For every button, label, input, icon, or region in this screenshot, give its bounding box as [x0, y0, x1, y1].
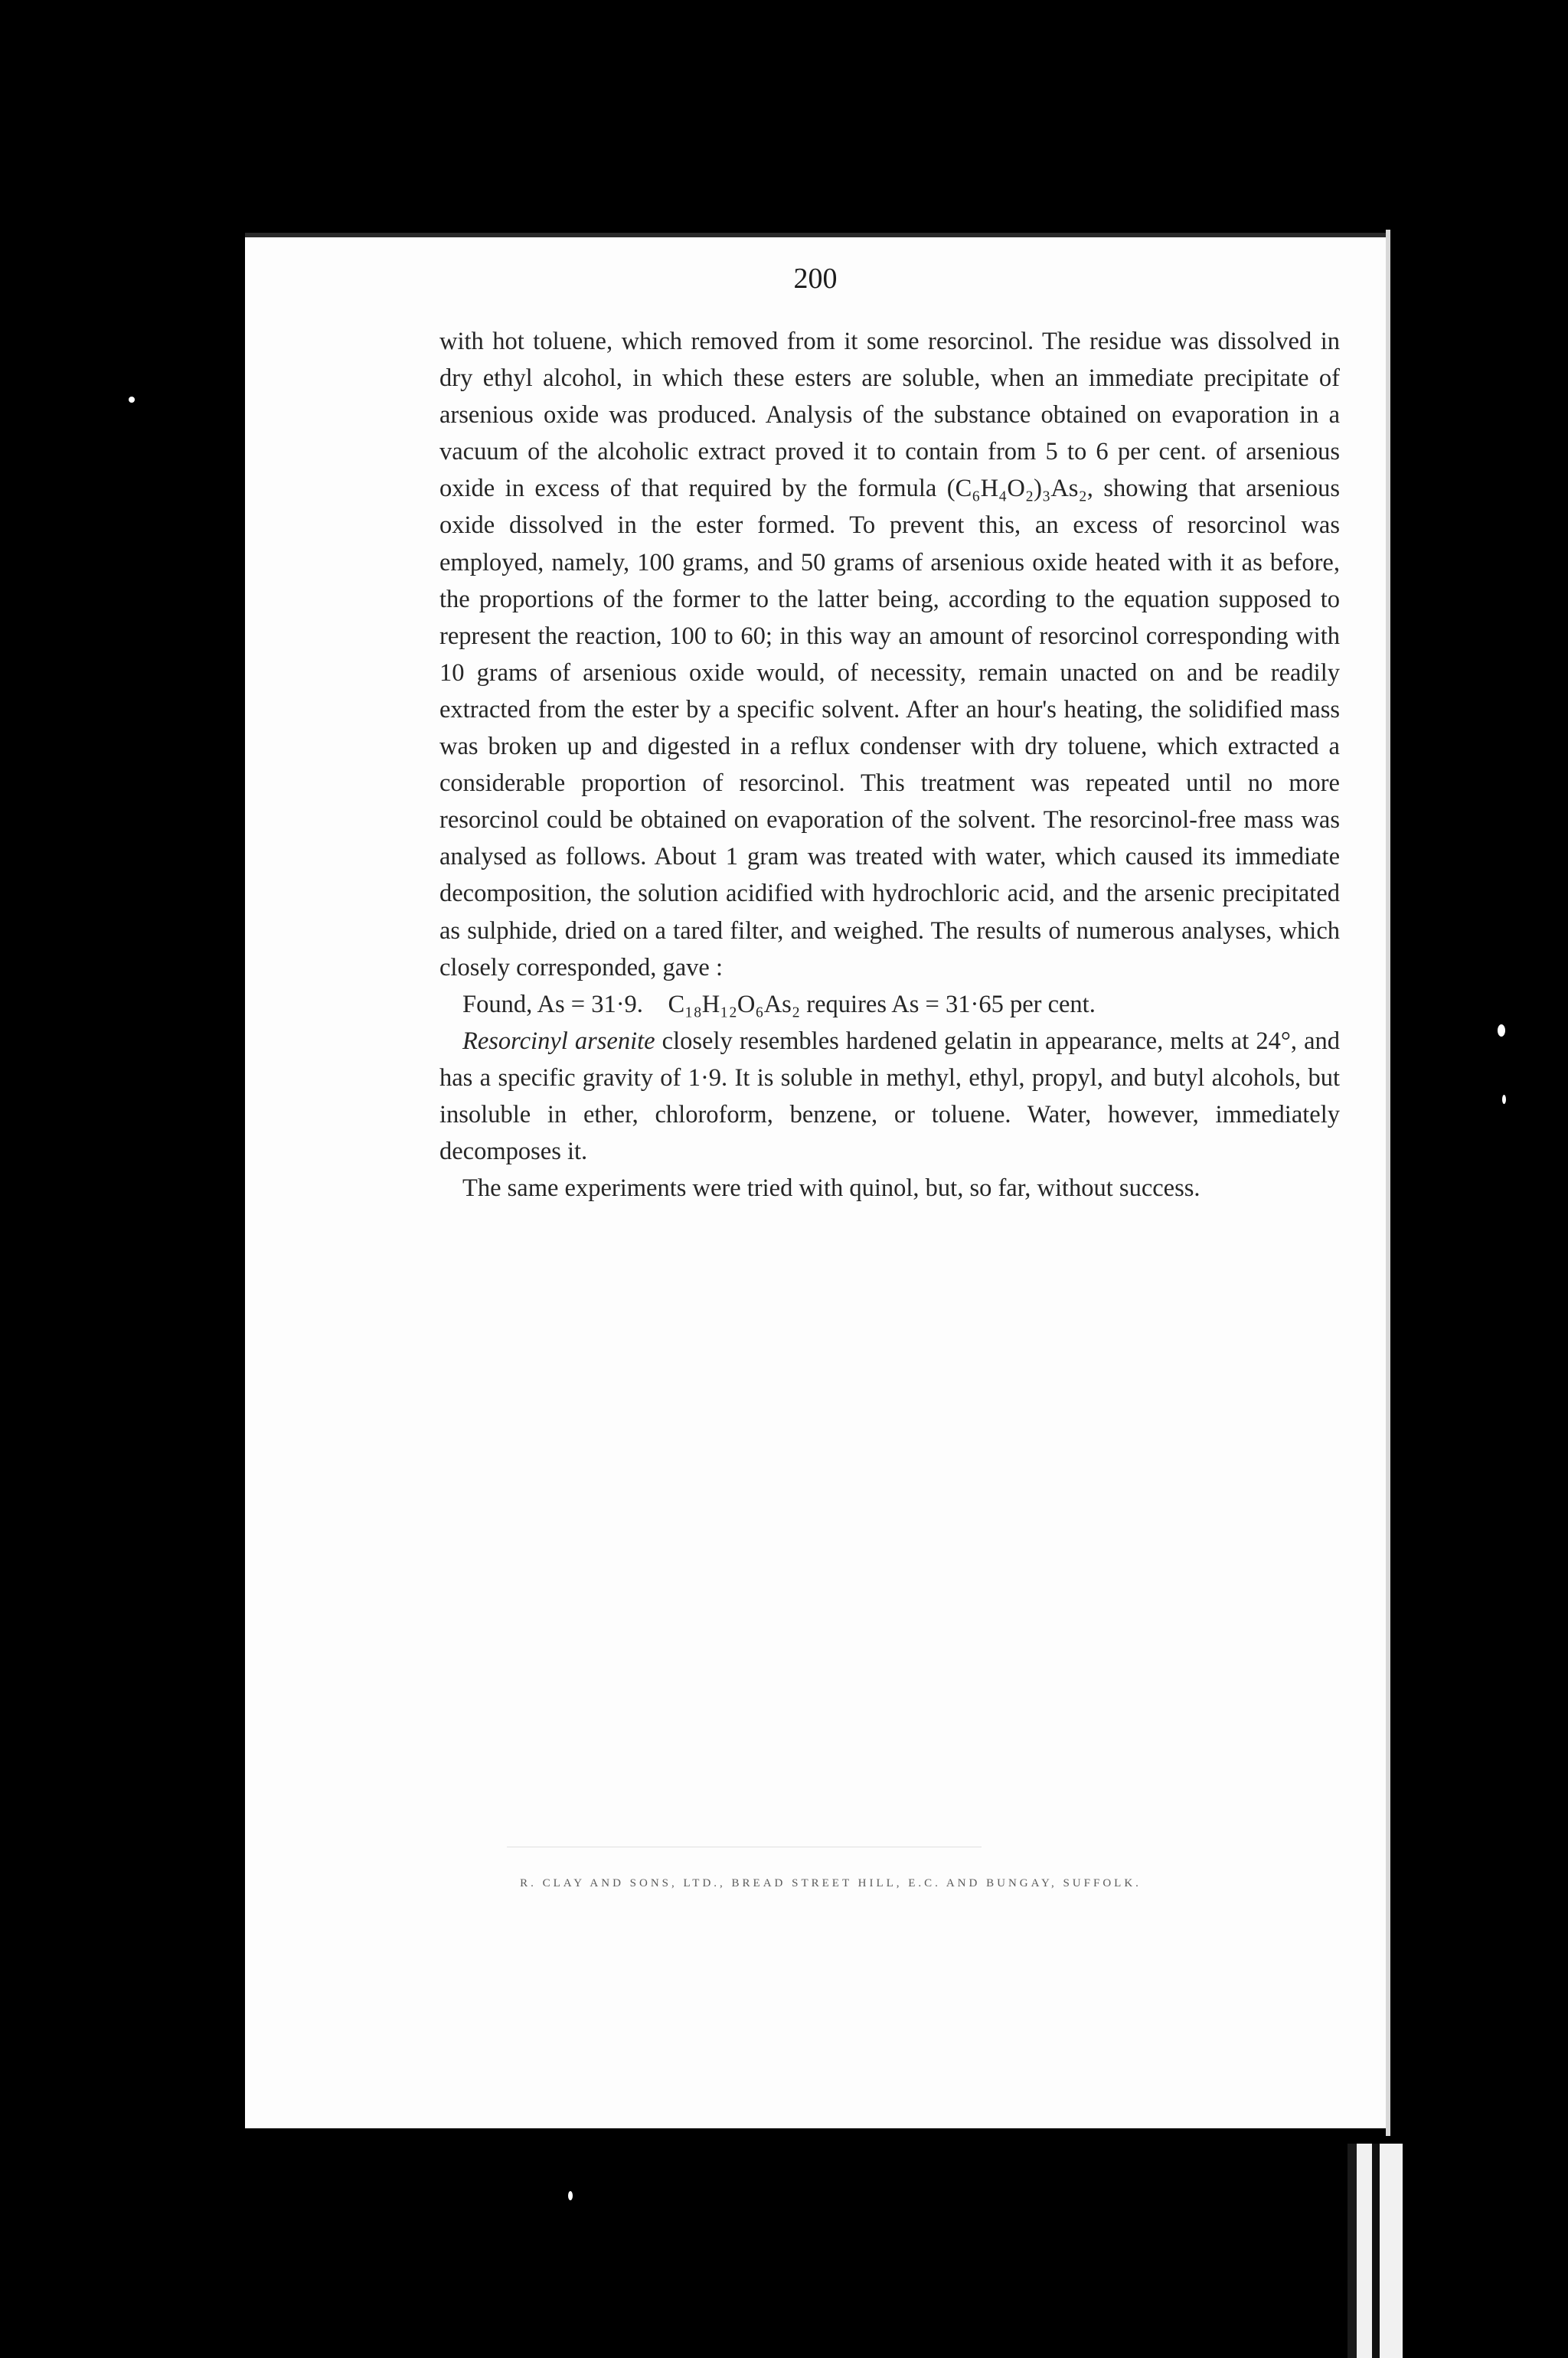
book-page [245, 233, 1386, 2128]
paragraph-method [439, 323, 1340, 986]
analysis-result [439, 986, 1340, 1023]
dust-speck [1502, 1095, 1506, 1104]
compound-name: Resorcinyl arsenite [462, 1027, 655, 1055]
ester-formula: (C₆H₄O₂)₃As₂ [946, 475, 1087, 503]
dust-speck [129, 397, 135, 403]
paragraph-conclusion [439, 1170, 1340, 1207]
page-edge-shadow [1386, 230, 1390, 2136]
dust-speck [568, 2191, 573, 2200]
dust-speck [1498, 1024, 1505, 1037]
paragraph-method-text-end: , showing that arsenious oxide dissolved in the ester formed. To prevent this, an excess of resorcinol was employed, namely, 100 grams, and 50 grams of arsenious oxide heated with it as before, the proportions of the former to the latter being, according to the equation supposed to represent the reaction, 100 to 60; in this way an amount of resorcinol corresponding with 10 grams of arsenious oxide would, of necessity, remain unacted on and be readily extracted from the ester by a specific solvent. After an hour's heating, the solidified mass was broken up and digested in a reflux condenser with dry toluene, which extracted a considerable proportion of resorcinol. This treatment was repeated until no more resorcinol could be obtained on evaporation of the solvent. The resorcinol-free mass was analysed as follows. About 1 gram was treated with water, which caused its immediate decomposition, the solution acidified with hydrochloric acid, and the arsenic precipitated as sulphide, dried on a tared filter, and weighed. The results of numerous analyses, which closely corresponded, gave : [439, 475, 1340, 981]
required-value: requires As = 31·65 per cent. [806, 990, 1096, 1018]
page-number: 200 [793, 263, 838, 295]
printer-imprint: R. CLAY AND SONS, LTD., BREAD STREET HILL, E.C. AND BUNGAY, SUFFOLK. [520, 1877, 1142, 1889]
paragraph-method-text-start: with hot toluene, which removed from it some resorcinol. The residue was dissolved in dry ethyl alcohol, in which these esters are soluble, when an immediate precipitate of arsenious oxide was produced. Analysis of the substance obtained on evaporation in a vacuum of the alcoholic extract proved it to contain from 5 to 6 per cent. of arsenious oxide in excess of that required by the formula [439, 328, 1340, 503]
found-value: Found, As = 31·9. [462, 990, 643, 1018]
paragraph-properties-text: closely resembles hardened gelatin in appearance, melts at 24°, and has a specific gravity of 1·9. It is soluble in methyl, ethyl, propyl, and butyl alcohols, but insoluble in ether, chloroform, benzene, or toluene. Water, however, immediately decomposes it. [439, 1027, 1340, 1166]
required-formula: C₁₈H₁₂O₆As₂ [668, 990, 801, 1018]
paragraph-properties [439, 1023, 1340, 1170]
page-body [439, 323, 1340, 1207]
paragraph-conclusion-text: The same experiments were tried with quinol, but, so far, without success. [462, 1174, 1200, 1203]
next-leaf-edge [1348, 2144, 1403, 2358]
